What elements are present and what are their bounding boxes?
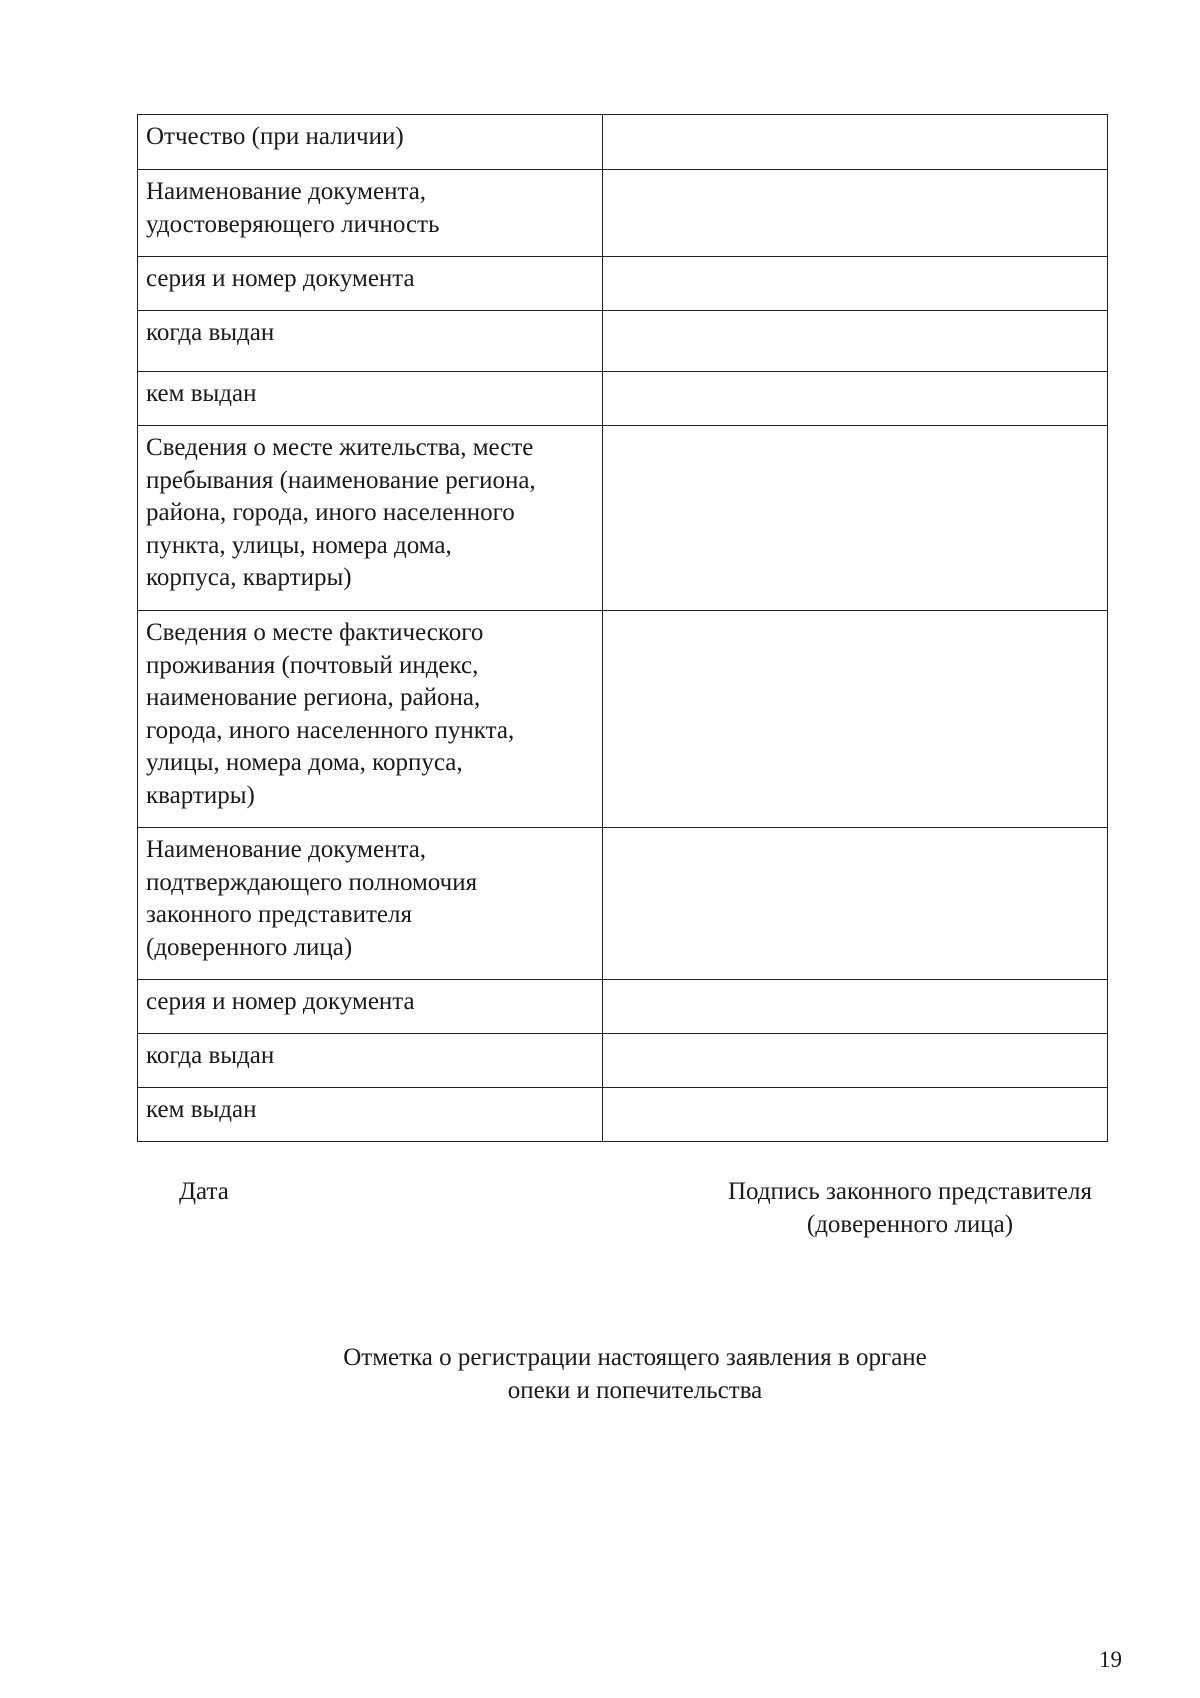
signature-label: Подпись законного представителя (доверенного лица)	[727, 1178, 1092, 1238]
field-label-document-series-number: серия и номер документа	[138, 257, 603, 311]
table-row	[138, 311, 1108, 372]
table-row	[138, 115, 1108, 170]
table-row	[138, 828, 1108, 980]
field-label-authority-issue-date: когда выдан	[138, 1034, 603, 1088]
applicant-details-table	[137, 114, 1108, 1142]
page-number: 19	[1099, 1647, 1122, 1672]
table-row	[138, 1034, 1108, 1088]
field-value-authority-series-number[interactable]	[603, 980, 1108, 1034]
table-row	[138, 980, 1108, 1034]
field-value-authority-issued-by[interactable]	[603, 1088, 1108, 1142]
field-value-authority-document[interactable]	[603, 828, 1108, 980]
field-value-actual-address[interactable]	[603, 611, 1108, 828]
field-label-issued-by: кем выдан	[138, 372, 603, 426]
field-value-residence-address[interactable]	[603, 426, 1108, 611]
field-value-patronymic[interactable]	[603, 115, 1108, 170]
field-value-authority-issue-date[interactable]	[603, 1034, 1108, 1088]
field-label-issue-date: когда выдан	[138, 311, 603, 372]
field-label-authority-issued-by: кем выдан	[138, 1088, 603, 1142]
field-label-residence-address: Сведения о месте жительства, месте пребывания (наименование региона, района, города, иного населенного пункта, улицы, номера дома, корпуса, квартиры)	[138, 426, 603, 611]
table-row	[138, 1088, 1108, 1142]
field-label-identity-document: Наименование документа, удостоверяющего личность	[138, 170, 603, 257]
date-label: Дата	[179, 1178, 229, 1205]
field-label-authority-series-number: серия и номер документа	[138, 980, 603, 1034]
field-label-authority-document: Наименование документа, подтверждающего полномочия законного представителя (доверенного лица)	[138, 828, 603, 980]
table-row	[138, 257, 1108, 311]
field-value-document-series-number[interactable]	[603, 257, 1108, 311]
table-row	[138, 372, 1108, 426]
field-label-patronymic: Отчество (при наличии)	[138, 115, 603, 170]
field-value-identity-document[interactable]	[603, 170, 1108, 257]
table-row	[138, 426, 1108, 611]
table-row	[138, 170, 1108, 257]
field-label-actual-address: Сведения о месте фактического проживания (почтовый индекс, наименование региона, района, города, иного населенного пункта, улицы, номера дома, корпуса, квартиры)	[138, 611, 603, 828]
field-value-issue-date[interactable]	[603, 311, 1108, 372]
registration-note: Отметка о регистрации настоящего заявления в органе опеки и попечительства	[343, 1344, 927, 1404]
table-row	[138, 611, 1108, 828]
field-value-issued-by[interactable]	[603, 372, 1108, 426]
